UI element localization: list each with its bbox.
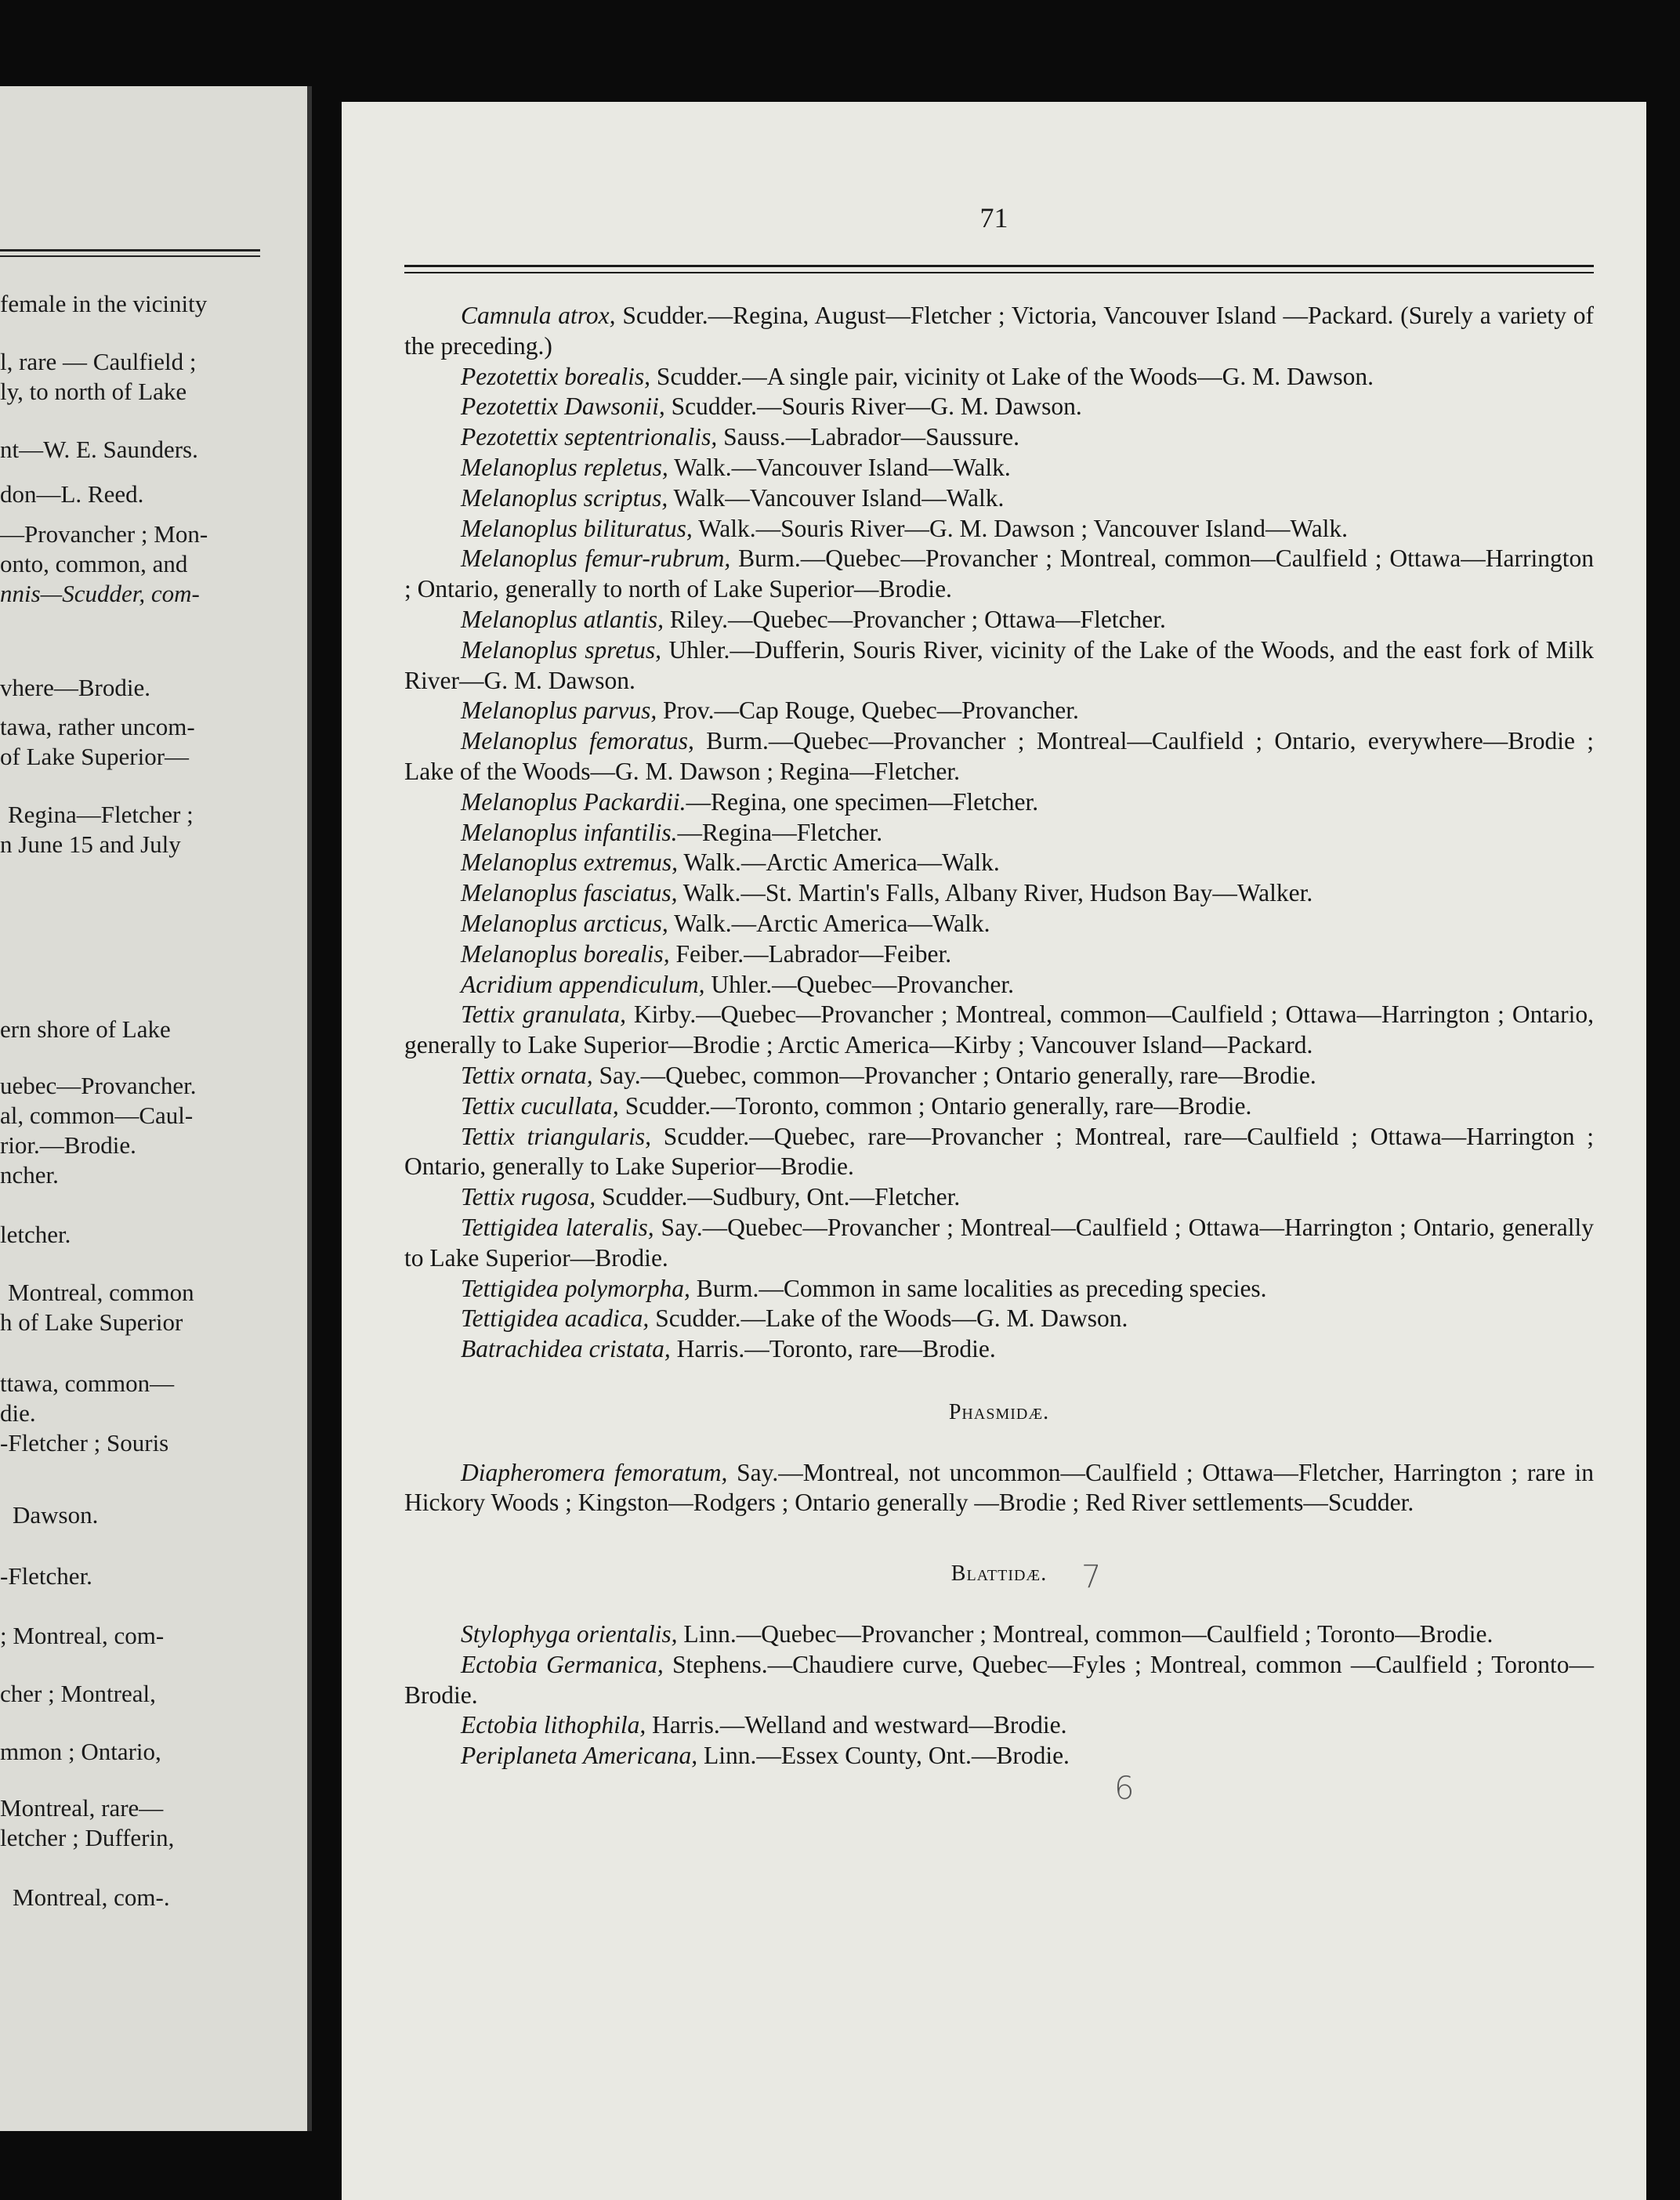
entry-details: Riley.—Quebec—Provancher ; Ottawa—Fletcher.	[664, 605, 1166, 633]
species-entry	[404, 1122, 1594, 1183]
taxon-name: Diapheromera femoratum,	[461, 1458, 728, 1486]
left-line: female in the vicinity	[0, 290, 208, 317]
entry-details: Stephens.—Chaudiere curve, Quebec—Fyles ; Montreal, common —Caulfield ; Toronto—Brodie.	[404, 1650, 1594, 1709]
entry-details: Burm.—Quebec—Provancher ; Montreal, common—Caulfield ; Ottawa—Harrington ; Ontario, generally to north of Lake Superior—Brodie.	[404, 545, 1594, 603]
entry-details: Prov.—Cap Rouge, Quebec—Provancher.	[657, 697, 1079, 725]
species-list	[404, 301, 1594, 1771]
taxon-name: Pezotettix borealis,	[461, 362, 651, 390]
taxon-name: Ectobia lithophila,	[461, 1711, 646, 1739]
left-line: letcher.	[0, 1221, 71, 1248]
taxon-name: Stylophyga orientalis,	[461, 1620, 678, 1648]
species-entry	[404, 1710, 1594, 1741]
left-line: n June 15 and July	[0, 830, 181, 858]
left-line: ; Montreal, com-	[0, 1622, 165, 1649]
entry-details: Linn.—Quebec—Provancher ; Montreal, common—Caulfield ; Toronto—Brodie.	[677, 1620, 1494, 1648]
left-line: mmon ; Ontario,	[0, 1738, 161, 1765]
left-line: -Fletcher.	[0, 1562, 92, 1590]
species-entry	[404, 848, 1594, 878]
taxon-name: Melanoplus atlantis,	[461, 605, 664, 633]
section-heading-blattidae: Blattidæ.	[950, 1561, 1048, 1587]
taxon-name: Tettix triangularis,	[461, 1122, 652, 1150]
left-line: ern shore of Lake	[0, 1015, 171, 1043]
taxon-name: Melanoplus infantilis.	[461, 818, 678, 846]
taxon-name: Tettigidea lateralis,	[461, 1213, 654, 1241]
species-entry	[404, 970, 1594, 1000]
species-entry	[404, 726, 1594, 787]
species-entry	[404, 544, 1594, 605]
left-line: don—L. Reed.	[0, 480, 144, 508]
taxon-name: Pezotettix septentrionalis,	[461, 423, 718, 451]
species-entry	[404, 939, 1594, 970]
section-heading-phasmidae: Phasmidæ.	[948, 1399, 1050, 1424]
entry-details: —Regina—Fletcher.	[677, 818, 883, 846]
left-line: -Fletcher ; Souris	[0, 1429, 169, 1456]
taxon-name: Tettix granulata,	[461, 1000, 626, 1029]
species-entry	[404, 1334, 1594, 1365]
left-line: cher ; Montreal,	[0, 1680, 156, 1707]
taxon-name: Melanoplus arcticus,	[461, 909, 668, 937]
left-line: Montreal, common	[8, 1279, 194, 1306]
taxon-name: Ectobia Germanica,	[461, 1650, 664, 1678]
left-line: tawa, rather uncom-	[0, 713, 195, 740]
left-line: of Lake Superior—	[0, 743, 190, 770]
left-line: nt—W. E. Saunders.	[0, 436, 198, 463]
species-entry	[404, 422, 1594, 453]
species-entry	[404, 1274, 1594, 1304]
taxon-name: Tettigidea acadica,	[461, 1304, 650, 1333]
taxon-name: Melanoplus repletus,	[461, 453, 668, 481]
entry-details: Harris.—Welland and westward—Brodie.	[646, 1711, 1067, 1739]
entry-details: Walk.—St. Martin's Falls, Albany River, Hudson Bay—Walker.	[677, 879, 1313, 907]
left-line: letcher ; Dufferin,	[0, 1824, 175, 1851]
entry-details: Scudder.—Lake of the Woods—G. M. Dawson.	[649, 1304, 1128, 1333]
left-line: ttawa, common—	[0, 1370, 175, 1397]
taxon-name: Tettix rugosa,	[461, 1183, 596, 1211]
species-entry	[404, 362, 1594, 393]
taxon-name: Melanoplus extremus,	[461, 849, 679, 877]
species-entry	[404, 1619, 1594, 1650]
left-line: ncher.	[0, 1161, 59, 1189]
taxon-name: Melanoplus fasciatus,	[461, 879, 678, 907]
left-line: l, rare — Caulfield ;	[0, 348, 197, 375]
species-entry	[404, 1182, 1594, 1213]
species-entry	[404, 635, 1594, 697]
entry-details: Feiber.—Labrador—Feiber.	[669, 939, 952, 968]
taxon-name: Acridium appendiculum,	[461, 970, 705, 998]
species-entry	[404, 1741, 1594, 1771]
left-line: al, common—Caul-	[0, 1102, 194, 1129]
left-line: Montreal, rare—	[0, 1794, 164, 1822]
entry-details: Scudder.—Regina, August—Fletcher ; Victoria, Vancouver Island —Packard. (Surely a variety of the preceding.)	[404, 302, 1594, 360]
left-line: onto, common, and	[0, 550, 188, 577]
left-line: Dawson.	[13, 1501, 99, 1529]
entry-details: Say.—Quebec—Provancher ; Montreal—Caulfield ; Ottawa—Harrington ; Ontario, generally to Lake Superior—Brodie.	[404, 1213, 1594, 1272]
entry-details: Uhler.—Dufferin, Souris River, vicinity of the Lake of the Woods, and the east fork of Milk River—G. M. Dawson.	[404, 635, 1594, 694]
entry-details: Walk.—Arctic America—Walk.	[668, 909, 990, 937]
taxon-name: Batrachidea cristata,	[461, 1335, 671, 1363]
entry-details: Kirby.—Quebec—Provancher ; Montreal, common—Caulfield ; Ottawa—Harrington ; Ontario, generally to Lake Superior—Brodie ; Arctic America—Kirby ; Vancouver Island—Packard.	[404, 1000, 1594, 1059]
entry-details: Walk.—Souris River—G. M. Dawson ; Vancouver Island—Walk.	[692, 514, 1349, 542]
entry-details: Walk.—Vancouver Island—Walk.	[668, 453, 1011, 481]
species-entry	[404, 1091, 1594, 1122]
left-page-fragment	[0, 86, 312, 2131]
species-entry	[404, 453, 1594, 483]
taxon-name: Melanoplus femur-rubrum,	[461, 545, 731, 573]
entry-details: Scudder.—Sudbury, Ont.—Fletcher.	[596, 1183, 961, 1211]
entry-details: Scudder.—Souris River—G. M. Dawson.	[664, 393, 1082, 421]
header-rule	[404, 265, 1594, 273]
species-entry	[404, 514, 1594, 545]
entry-details: —Regina, one specimen—Fletcher.	[686, 787, 1039, 816]
entry-details: Scudder.—A single pair, vicinity ot Lake of the Woods—G. M. Dawson.	[650, 362, 1374, 390]
left-line: vhere—Brodie.	[0, 674, 150, 701]
entry-details: Scudder.—Quebec, rare—Provancher ; Montreal, rare—Caulfield ; Ottawa—Harrington ; Ontario, generally to Lake Superior—Brodie.	[404, 1122, 1594, 1181]
left-page-rule	[0, 249, 260, 251]
taxon-name: Melanoplus parvus,	[461, 697, 657, 725]
entry-details: Harris.—Toronto, rare—Brodie.	[670, 1335, 996, 1363]
taxon-name: Melanoplus femoratus,	[461, 727, 694, 755]
species-entry	[404, 818, 1594, 849]
page-number: 71	[979, 202, 1008, 233]
taxon-name: Tettix ornata,	[461, 1061, 593, 1089]
taxon-name: Melanoplus Packardii.	[461, 787, 686, 816]
species-entry	[404, 1304, 1594, 1334]
left-line: rior.—Brodie.	[0, 1131, 136, 1159]
entry-details: Scudder.—Toronto, common ; Ontario generally, rare—Brodie.	[618, 1091, 1252, 1120]
species-entry	[404, 696, 1594, 726]
taxon-name: Melanoplus borealis,	[461, 939, 670, 968]
species-entry	[404, 878, 1594, 909]
entry-details: Sauss.—Labrador—Saussure.	[717, 423, 1020, 451]
taxon-name: Pezotettix Dawsonii,	[461, 393, 665, 421]
left-line: ly, to north of Lake	[0, 378, 187, 405]
taxon-name: Melanoplus spretus,	[461, 635, 661, 664]
taxon-name: Melanoplus scriptus,	[461, 483, 668, 512]
entry-details: Say.—Montreal, not uncommon—Caulfield ; Ottawa—Fletcher, Harrington ; rare in Hickory Woods ; Kingston—Rodgers ; Ontario generally —Brodie ; Red River settlements—Scudder.	[404, 1458, 1594, 1517]
taxon-name: Melanoplus bilituratus,	[461, 514, 693, 542]
left-page-rule	[0, 255, 260, 257]
left-line: Montreal, com-.	[13, 1883, 170, 1911]
taxon-name: Tettix cucullata,	[461, 1091, 619, 1120]
pencil-annotation-blattidae: 6	[1114, 1771, 1135, 1807]
species-entry	[404, 1000, 1594, 1061]
species-entry	[404, 1213, 1594, 1274]
taxon-name: Tettigidea polymorpha,	[461, 1274, 690, 1302]
species-entry	[404, 787, 1594, 818]
entry-details: Burm.—Common in same localities as preceding species.	[690, 1274, 1267, 1302]
entry-details: Walk—Vancouver Island—Walk.	[668, 483, 1005, 512]
species-entry	[404, 1650, 1594, 1711]
entry-details: Burm.—Quebec—Provancher ; Montreal—Caulfield ; Ontario, everywhere—Brodie ; Lake of the Woods—G. M. Dawson ; Regina—Fletcher.	[404, 727, 1594, 785]
left-line: —Provancher ; Mon-	[0, 520, 208, 548]
left-line: die.	[0, 1399, 36, 1427]
entry-details: Uhler.—Quebec—Provancher.	[704, 970, 1014, 998]
left-line: uebec—Provancher.	[0, 1072, 197, 1099]
species-entry	[404, 301, 1594, 362]
species-entry	[404, 483, 1594, 514]
taxon-name: Camnula atrox,	[461, 302, 616, 329]
left-line: h of Lake Superior	[0, 1308, 183, 1336]
species-entry	[404, 1061, 1594, 1091]
left-line: Regina—Fletcher ;	[8, 801, 194, 828]
entry-details: Walk.—Arctic America—Walk.	[678, 849, 1000, 877]
species-entry	[404, 909, 1594, 939]
species-entry	[404, 605, 1594, 635]
entry-details: Linn.—Essex County, Ont.—Brodie.	[697, 1742, 1070, 1770]
pencil-annotation-phasmidae: 7	[1081, 1559, 1102, 1595]
left-line: nnis—Scudder, com-	[0, 580, 200, 607]
entry-details: Say.—Quebec, common—Provancher ; Ontario generally, rare—Brodie.	[592, 1061, 1316, 1089]
taxon-name: Periplaneta Americana,	[461, 1742, 698, 1770]
page-71	[342, 102, 1646, 2200]
species-entry	[404, 392, 1594, 422]
species-entry	[404, 1458, 1594, 1519]
